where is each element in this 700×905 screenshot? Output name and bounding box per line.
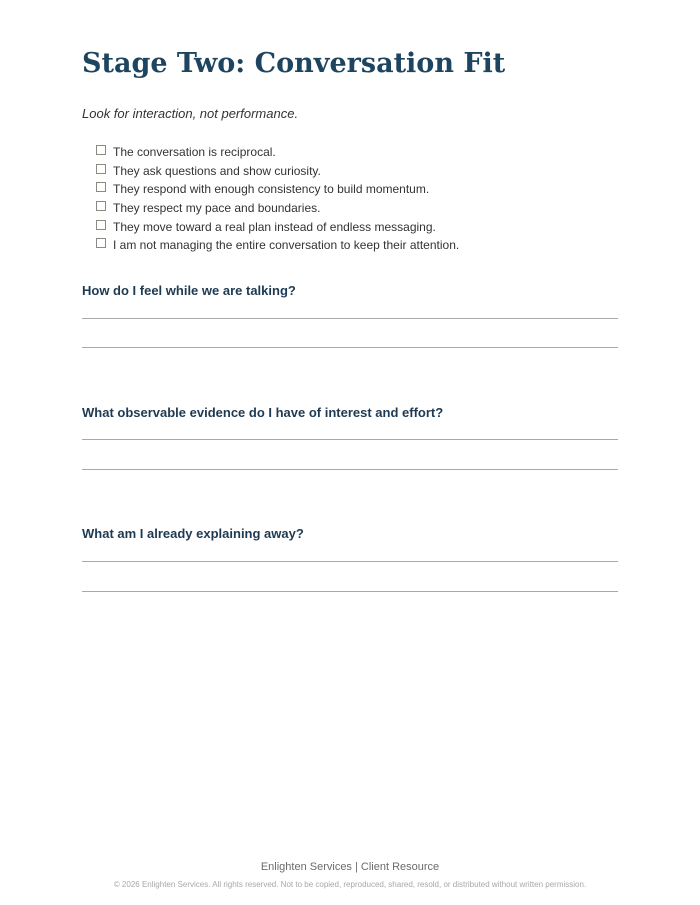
checklist-item[interactable]: [96, 236, 459, 255]
answer-line[interactable]: [82, 347, 618, 348]
intro-text: Look for interaction, not performance.: [82, 106, 299, 121]
checklist-item-label: I am not managing the entire conversation to keep their attention.: [113, 238, 460, 253]
checkbox-icon[interactable]: [96, 145, 106, 155]
checklist: [96, 143, 459, 255]
answer-line[interactable]: [82, 469, 618, 470]
footer-label: Enlighten Services | Client Resource: [260, 861, 440, 873]
checklist-item-label: They move toward a real plan instead of endless messaging.: [113, 219, 436, 234]
checklist-item[interactable]: [96, 217, 459, 236]
checklist-item[interactable]: [96, 199, 459, 218]
checkbox-icon[interactable]: [96, 164, 106, 174]
checkbox-icon[interactable]: [96, 220, 106, 230]
reflection-prompt-evidence: What observable evidence do I have of interest and effort?: [82, 405, 444, 420]
checkbox-icon[interactable]: [96, 182, 106, 192]
checklist-item[interactable]: [96, 162, 459, 181]
checklist-item[interactable]: [96, 143, 459, 162]
copyright-notice: © 2026 Enlighten Services. All rights reserved. Not to be copied, reproduced, shared, resold, or distributed without written permission.: [113, 880, 587, 889]
checkbox-icon[interactable]: [96, 201, 106, 211]
page-title: Stage Two: Conversation Fit: [82, 48, 506, 79]
answer-line[interactable]: [82, 561, 618, 562]
reflection-prompt-feelings: How do I feel while we are talking?: [82, 283, 296, 298]
checkbox-icon[interactable]: [96, 238, 106, 248]
checklist-item[interactable]: [96, 180, 459, 199]
answer-line[interactable]: [82, 318, 618, 319]
checklist-item-label: The conversation is reciprocal.: [113, 145, 276, 160]
checklist-item-label: They respect my pace and boundaries.: [113, 201, 321, 216]
answer-line[interactable]: [82, 591, 618, 592]
checklist-item-label: They respond with enough consistency to build momentum.: [113, 182, 430, 197]
reflection-prompt-explaining-away: What am I already explaining away?: [82, 526, 304, 541]
checklist-item-label: They ask questions and show curiosity.: [113, 163, 321, 178]
answer-line[interactable]: [82, 439, 618, 440]
worksheet-page: [82, 0, 618, 905]
